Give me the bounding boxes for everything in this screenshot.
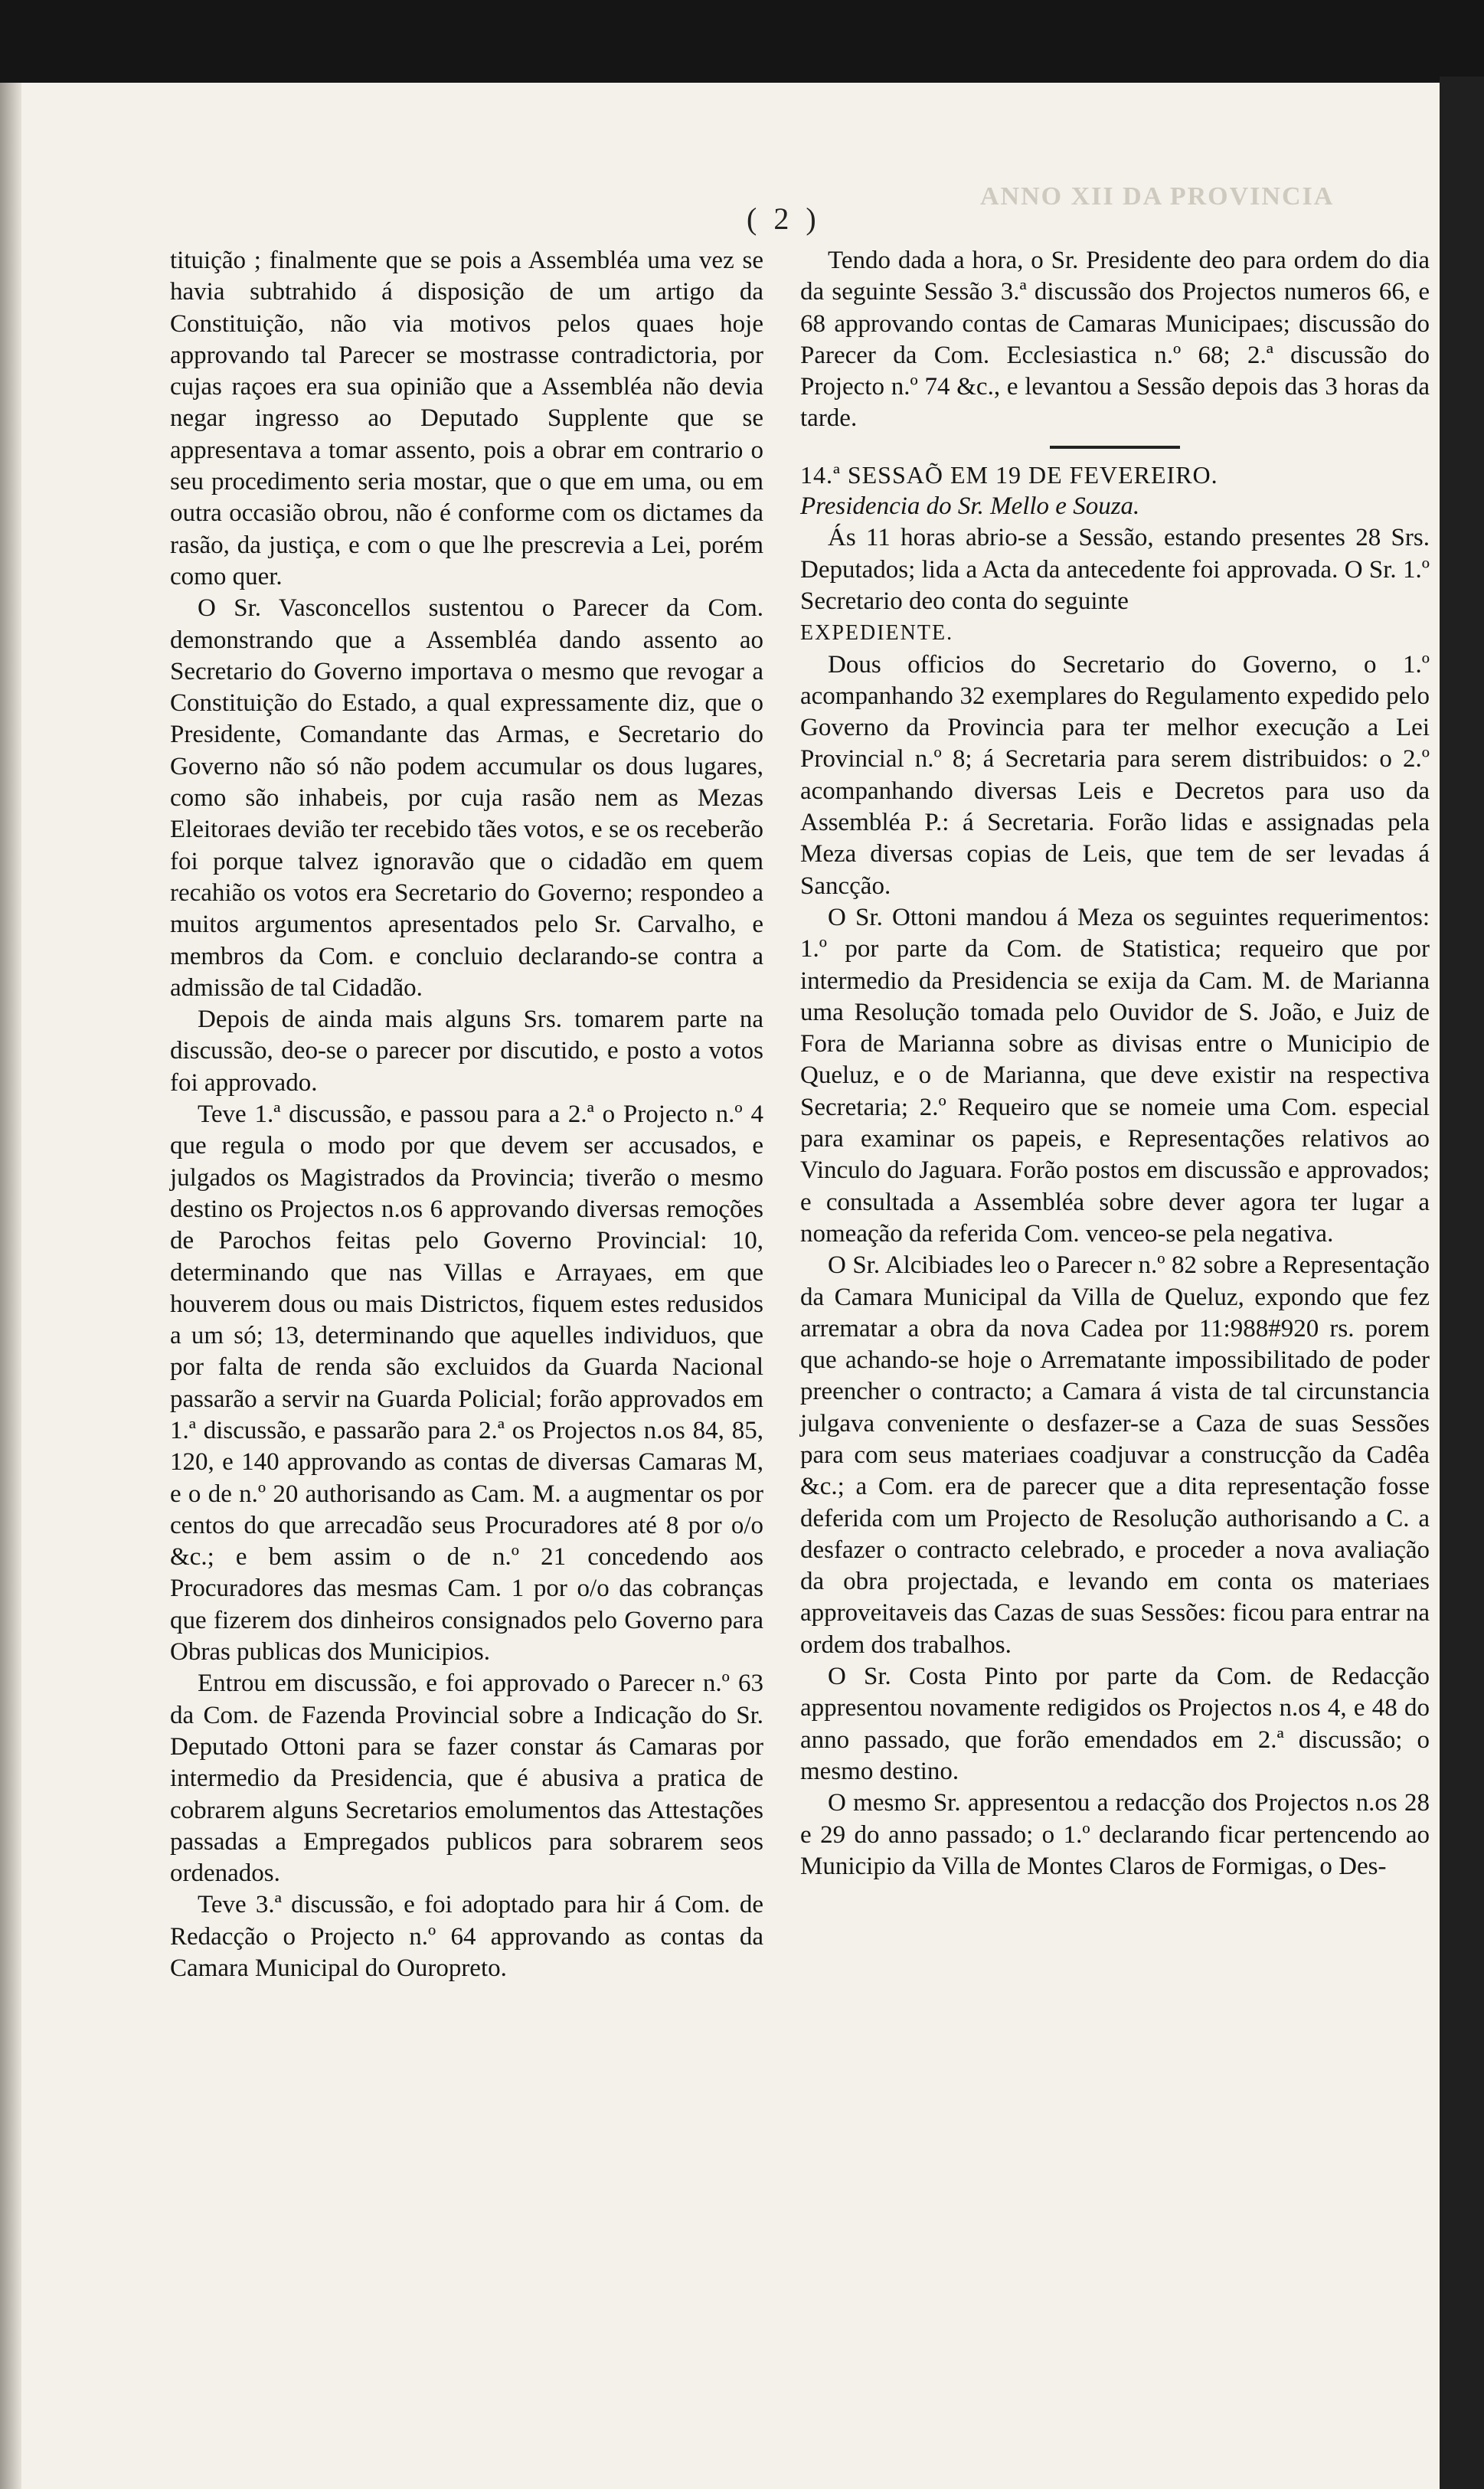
- session-presidency: Presidencia do Sr. Mello e Souza.: [800, 492, 1140, 521]
- paragraph: Entrou em discussão, e foi approvado o Parecer n.º 63 da Com. de Fazenda Provincial sobre a Indicação do Sr. Deputado Ottoni para se fazer constar ás Camaras por intermedio da Presidencia, que é abusiva a pratica de cobrarem alguns Secretarios emolumentos das Attestações passadas a Empregados publicos para sobrarem seos ordenados.: [170, 1670, 763, 1888]
- paragraph: tituição ; finalmente que se pois a Assembléa uma vez se havia subtrahido á disposição de um artigo da Constituição, não via motivos pelos quaes hoje approvando tal Parecer se mostrasse contradictoria, por cujas raçoes era sua opinião que a Assembléa não devia negar ingresso ao Deputado Supplente que se appresentava a tomar assento, pois a obrar em contrario o seu procedimento seria mostar, que o que em uma, ou em outra occasião obrou, não é conforme com os dictames da rasão, da justiça, e com o que lhe prescrevia a Lei, porém como quer.: [170, 247, 763, 590]
- page-spine-shadow: [0, 83, 21, 2489]
- session-opening: Ás 11 horas abrio-se a Sessão, estando presentes 28 Srs. Deputados; lida a Acta da antecedente foi approvada. O Sr. 1.º Secretario deo conta do seguinte: [800, 524, 1430, 615]
- paragraph: O Sr. Costa Pinto por parte da Com. de Redacção appresentou novamente redigidos os Projectos n.os 4, e 48 do anno passado, que forão emendados em 2.ª discussão; o mesmo destino.: [800, 1663, 1430, 1785]
- paragraph: Depois de ainda mais alguns Srs. tomarem parte na discussão, deo-se o parecer por discutido, e posto a votos foi approvado.: [170, 1006, 763, 1097]
- paragraph: O Sr. Ottoni mandou á Meza os seguintes requerimentos: 1.º por parte da Com. de Statistica; requeiro que por intermedio da Presidencia se exija da Cam. M. de Marianna uma Resolução tomada pelo Ouvidor de S. João, e Juiz de Fora de Marianna sobre as divisas entre o Municipio de Queluz, e o de Marianna, que deve existir na respectiva Secretaria; 2.º Requeiro que se nomeie uma Com. especial para examinar os papeis, e Representações relativos ao Vinculo do Jaguara. Forão postos em discussão e approvados; e consultada a Assembléa sobre dever agora ter lugar a nomeação da referida Com. venceo-se pela negativa.: [800, 903, 1430, 1248]
- paragraph: O mesmo Sr. appresentou a redacção dos Projectos n.os 28 e 29 do anno passado; o 1.º declarando ficar pertencendo ao Municipio da Villa de Montes Claros de Formigas, o Des-: [800, 1789, 1430, 1880]
- paragraph: Teve 3.ª discussão, e foi adoptado para hir á Com. de Redacção o Projecto n.º 64 approvando as contas da Camara Municipal do Ouropreto.: [170, 1891, 763, 1983]
- paragraph: Dous officios do Secretario do Governo, o 1.º acompanhando 32 exemplares do Regulamento expedido pelo Governo da Provincia para ter melhor execução a Lei Provincial n.º 8; á Secretaria para serem distribuidos: o 2.º acompanhando diversas Leis e Decretos para uso da Assembléa P.: á Secretaria. Forão lidas e assignadas pela Meza diversas copias de Leis, que tem de ser levadas á Sancção.: [800, 650, 1430, 900]
- right-column: [800, 245, 1430, 1882]
- paragraph: O Sr. Vasconcellos sustentou o Parecer da Com. demonstrando que a Assembléa dando assento ao Secretario do Governo importava o mesmo que revogar a Constituição do Estado, a qual expressamente diz, que o Presidente, Comandante das Armas, e Secretario do Governo não só não podem accumular os dous lugares, como são inhabeis, por cuja rasão nem as Mezas Eleitoraes devião ter recebido tães votos, e se os receberão foi porque talvez ignoravão que o cidadão em quem recahião os votos era Secretario do Governo; respondeo a muitos argumentos apresentados pelo Sr. Carvalho, e membros da Com. e concluio declarando-se contra a admissão de tal Cidadão.: [170, 594, 763, 1002]
- paragraph: Tendo dada a hora, o Sr. Presidente deo para ordem do dia da seguinte Sessão 3.ª discussão dos Projectos numeros 66, e 68 approvando contas de Camaras Municipaes; discussão do Parecer da Com. Ecclesiastica n.º 68; 2.ª discussão do Projecto n.º 74 &c., e levantou a Sessão depois das 3 horas da tarde.: [800, 247, 1430, 433]
- session-heading: 14.ª SESSAÕ EM 19 DE FEVEREIRO.: [800, 460, 1218, 489]
- bleed-through-heading: ANNO XII DA PROVINCIA: [980, 182, 1335, 211]
- left-column: [170, 245, 763, 1984]
- paragraph: Teve 1.ª discussão, e passou para a 2.ª o Projecto n.º 4 que regula o modo por que devem ser accusados, e julgados os Magistrados da Provincia; tiverão o mesmo destino os Projectos n.os 6 approvando diversas remoções de Parochos feitas pelo Governo Provincial: 10, determinando que nas Villas e Arrayaes, em que houverem dous ou mais Districtos, fiquem estes redusidos a um só; 13, determinando que aquelles individuos, que por falta de renda são excluidos da Guarda Nacional passarão a servir na Guarda Policial; forão approvados em 1.ª discussão, e passarão para 2.ª os Projectos n.os 84, 85, 120, e 140 approvando as contas de diversas Camaras M, e o de n.º 20 authorisando as Cam. M. a augmentar os por centos do que arrecadão seus Procuradores até 8 por o/o &c.; e bem assim o de n.º 21 concedendo aos Procuradores das mesmas Cam. 1 por o/o das cobranças que fizerem dos dinheiros consignados pelo Governo para Obras publicas dos Municipios.: [170, 1101, 763, 1666]
- scan-right-border: [1440, 77, 1484, 2489]
- scan-top-border: [0, 0, 1484, 83]
- section-divider: [1050, 446, 1180, 449]
- paragraph: O Sr. Alcibiades leo o Parecer n.º 82 sobre a Representação da Camara Municipal da Villa de Queluz, expondo que fez arrematar a obra da nova Cadea por 11:988#920 rs. porem que achando-se hoje o Arrematante impossibilitado de poder preencher o contracto; a Camara á vista de tal circunstancia julgava conveniente o desfazer-se a Caza de suas Sessões para com seus materiaes coadjuvar a construcção da Cadêa &c.; a Com. era de parecer que a dita representação fosse deferida com um Projecto de Resolução authorisando a C. a desfazer o contracto celebrado, e proceder a nova avaliação da obra projectada, e levando em conta os materiaes approveitaveis das Cazas de suas Sessões: ficou para entrar na ordem dos trabalhos.: [800, 1251, 1430, 1659]
- page-number: ( 2 ): [747, 201, 821, 236]
- expediente-heading: EXPEDIENTE.: [800, 621, 954, 646]
